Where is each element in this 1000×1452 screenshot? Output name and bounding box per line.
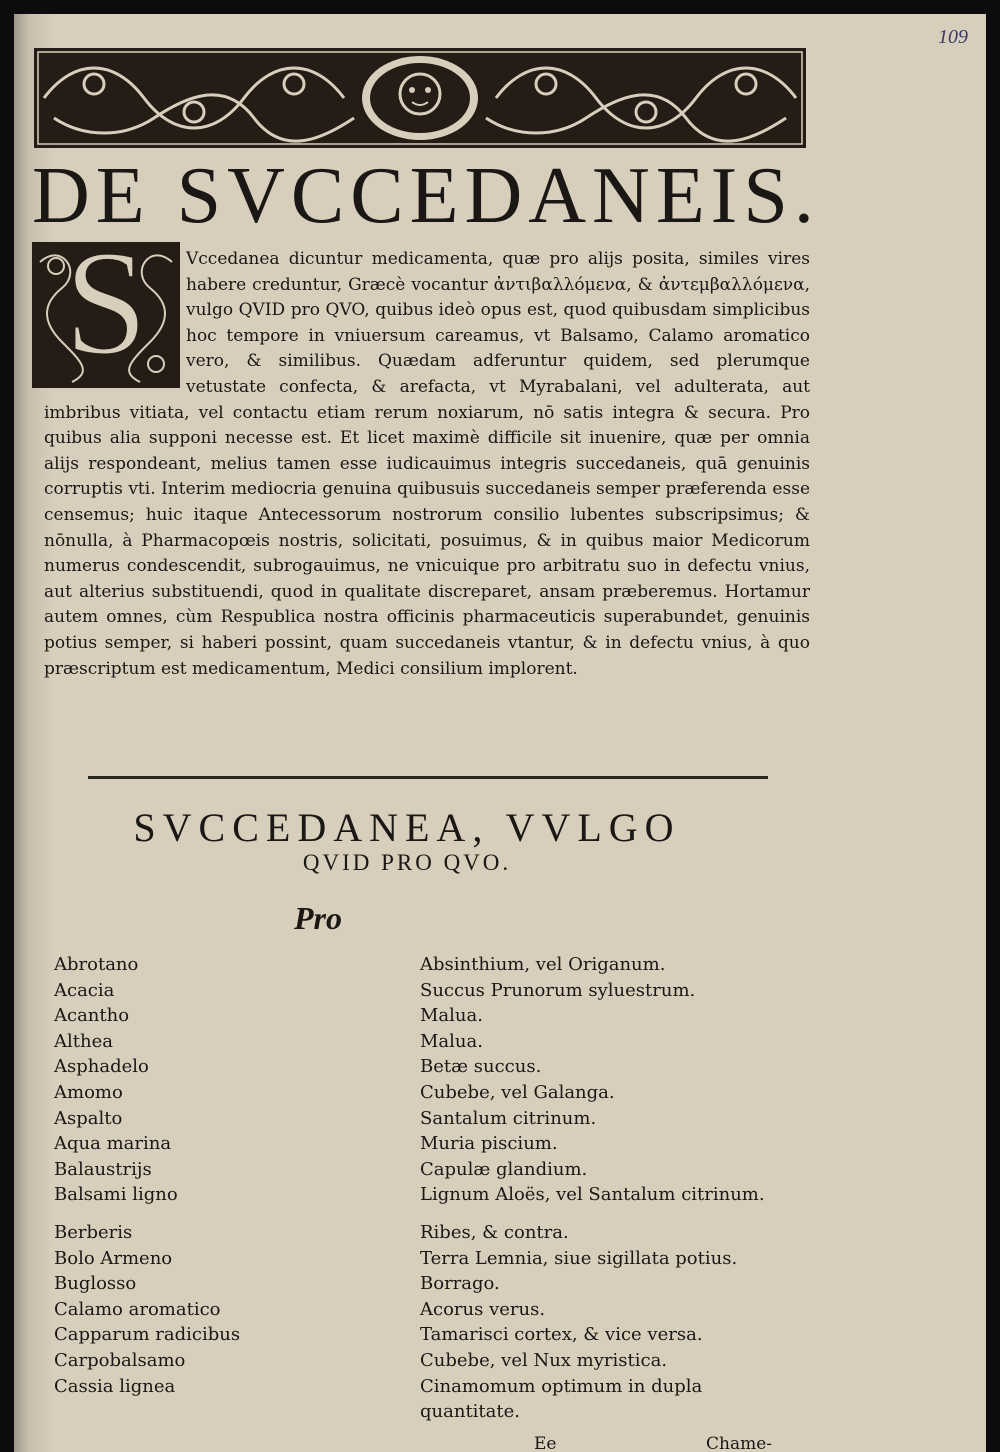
list-item-substitute: Tamarisci cortex, & vice versa. bbox=[420, 1324, 703, 1346]
list-item-substitute: Cubebe, vel Galanga. bbox=[420, 1081, 615, 1103]
list-item-substitute: Ribes, & contra. bbox=[420, 1221, 569, 1243]
list-item-term: Cassia lignea bbox=[54, 1375, 176, 1397]
list-item-term: Bolo Armeno bbox=[54, 1247, 173, 1269]
column-label-pro: Pro bbox=[294, 900, 342, 936]
list-item bbox=[54, 1374, 794, 1425]
list-item bbox=[54, 1157, 794, 1183]
list-item-term: Capparum radicibus bbox=[54, 1324, 241, 1346]
list-item-substitute: Cinamomum optimum in dupla quantitate. bbox=[420, 1375, 703, 1423]
intro-paragraph bbox=[44, 247, 810, 682]
list-item-substitute: Malua. bbox=[420, 1005, 483, 1027]
list-item-term: Asphadelo bbox=[54, 1056, 149, 1078]
list-item-substitute: Absinthium, vel Origanum. bbox=[420, 954, 666, 975]
initial-space bbox=[44, 247, 186, 395]
list-item-term: Calamo aromatico bbox=[54, 1298, 221, 1320]
initial-letter: S bbox=[64, 220, 148, 386]
list-item-term: Abrotano bbox=[54, 954, 139, 975]
list-item bbox=[54, 1348, 794, 1374]
list-item-term: Buglosso bbox=[54, 1273, 137, 1295]
list-item bbox=[54, 952, 794, 978]
catchword-right: Chame- bbox=[706, 1434, 773, 1452]
list-item bbox=[54, 1246, 794, 1272]
list-item bbox=[54, 1029, 794, 1055]
list-item-term: Aqua marina bbox=[54, 1133, 172, 1155]
list-item bbox=[54, 1054, 794, 1080]
list-item bbox=[54, 1271, 794, 1297]
list-item bbox=[54, 1220, 794, 1246]
list-item-substitute: Malua. bbox=[420, 1030, 483, 1052]
list-item-term: Amomo bbox=[54, 1081, 123, 1103]
list-item bbox=[54, 1322, 794, 1348]
list-item-term: Althea bbox=[54, 1030, 113, 1052]
list-item bbox=[54, 1106, 794, 1132]
list-item bbox=[54, 978, 794, 1004]
list-item-term: Aspalto bbox=[54, 1107, 123, 1129]
list-item bbox=[54, 1131, 794, 1157]
list-item-term: Acacia bbox=[54, 979, 115, 1001]
list-item-substitute: Borrago. bbox=[420, 1273, 500, 1295]
chapter-title: DE SVCCEDANEIS. bbox=[32, 152, 820, 240]
section-rule bbox=[88, 776, 768, 779]
list-item bbox=[54, 1003, 794, 1029]
list-item-substitute: Betæ succus. bbox=[420, 1056, 542, 1078]
substitutes-list bbox=[54, 952, 794, 1425]
folio-number: 109 bbox=[938, 26, 968, 48]
list-item bbox=[54, 1297, 794, 1323]
list-item-substitute: Lignum Aloës, vel Santalum citrinum. bbox=[420, 1184, 765, 1206]
list-item bbox=[54, 1080, 794, 1106]
intro-text: Vccedanea dicuntur medicamenta, quæ pro alijs posita, similes vires habere creduntur, Græcè vocantur ἀντιβαλλόμενα, & ἀντεμβαλλόμενα, vulgo QVID pro QVO, quibus ideò opus est, quod quibusdam simplicibus hoc tempore in vniuersum careamus, vt Balsamo, Calamo aromatico vero, & similibus. Quædam adferuntur quidem, sed plerumque vetustate confecta, & arefacta, vt Myrabalani, vel adulterata, aut imbribus vitiata, vel contactu etiam rerum noxiarum, nō satis integra & secura. Pro quibus alia supponi necesse est. Et licet maximè difficile sit inuenire, quæ per omnia alijs respondeant, melius tamen esse iudicauimus integris succedaneis, quā genuinis corruptis vti. Interim mediocria genuina quibusuis succedaneis semper præferenda esse censemus; huic itaque Antecessorum nostrorum consilio lubentes subscripsimus; & nōnulla, à Pharmacopœis nostris, solicitati, posuimus, & in quibus maior Medicorum numerus condescendit, subrogauimus, ne vnicuique pro arbitratu suo in defectu vnius, aut alterius substituendi, quod in qualitate discreparet, ansam præberemus. Hortamur autem omnes, cùm Respublica nostra officinis pharmaceuticis superabundet, genuinis potius semper, si haberi possint, quam succedaneis vtantur, & in defectu vnius, à quo præscriptum est medicamentum, Medici consilium implorent. bbox=[44, 249, 810, 679]
list-item-term: Carpobalsamo bbox=[54, 1349, 186, 1371]
list-item-substitute: Muria piscium. bbox=[420, 1133, 558, 1155]
catchword-left: Ee bbox=[534, 1434, 557, 1452]
list-item-term: Acantho bbox=[54, 1005, 130, 1027]
list-item-term: Balaustrijs bbox=[54, 1158, 152, 1180]
list-item-substitute: Acorus verus. bbox=[420, 1298, 546, 1320]
list-item-substitute: Cubebe, vel Nux myristica. bbox=[420, 1349, 668, 1371]
list-item-substitute: Capulæ glandium. bbox=[420, 1158, 588, 1180]
list-item-term: Balsami ligno bbox=[54, 1184, 178, 1206]
section-title: SVCCEDANEA, VVLGO bbox=[133, 805, 681, 850]
list-item-substitute: Terra Lemnia, siue sigillata potius. bbox=[420, 1247, 738, 1269]
list-item bbox=[54, 1182, 794, 1208]
list-spacer bbox=[54, 1208, 794, 1220]
list-item-substitute: Succus Prunorum syluestrum. bbox=[420, 979, 696, 1001]
section-subtitle: QVID PRO QVO. bbox=[302, 850, 512, 875]
list-item-term: Berberis bbox=[54, 1221, 133, 1243]
list-item-substitute: Santalum citrinum. bbox=[420, 1107, 597, 1129]
book-page bbox=[14, 14, 986, 1452]
headpiece-ornament bbox=[34, 48, 806, 148]
